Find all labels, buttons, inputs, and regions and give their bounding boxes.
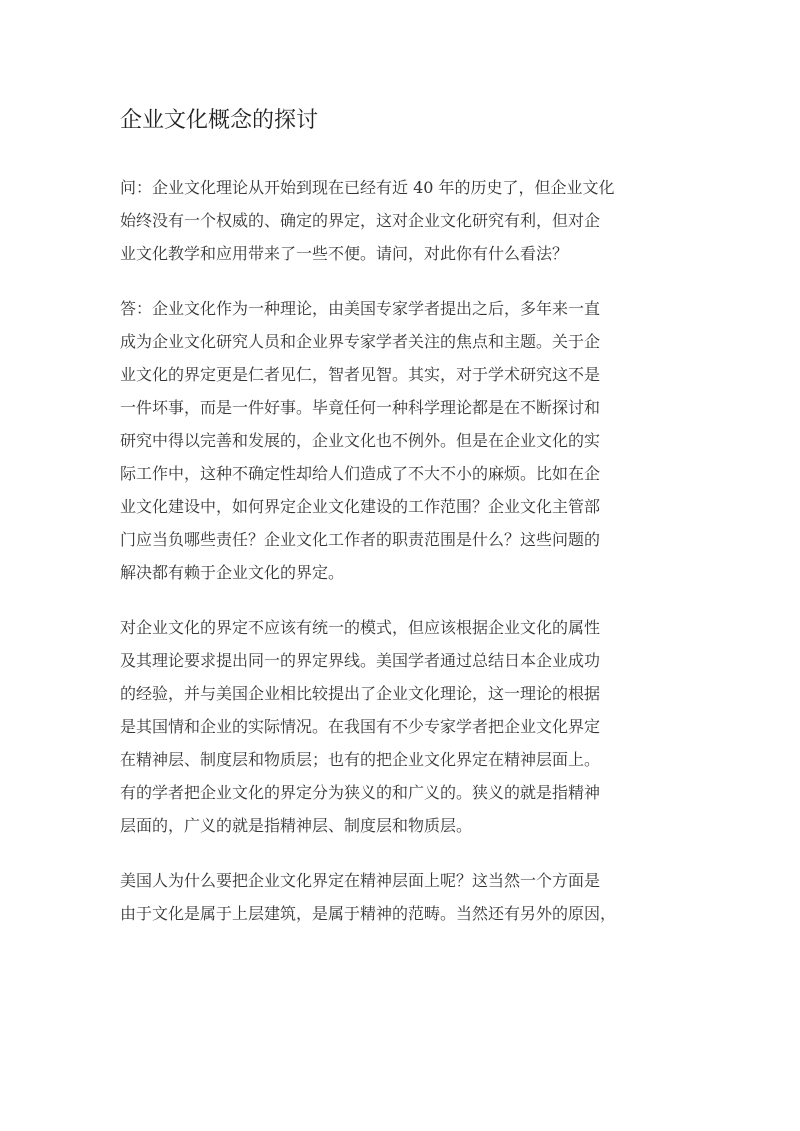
text-line: 业文化建设中，如何界定企业文化建设的工作范围？企业文化主管部 [120,497,601,516]
paragraph-question [120,171,690,270]
text-line: 一件坏事，而是一件好事。毕竟任何一种科学理论都是在不断探讨和 [120,398,601,417]
text-line: 业文化的界定更是仁者见仁，智者见智。其实，对于学术研究这不是 [120,365,601,384]
text-line: 及其理论要求提出同一的界定界线。美国学者通过总结日本企业成功 [120,651,601,670]
text-line: 成为企业文化研究人员和企业界专家学者关注的焦点和主题。关于企 [120,332,601,351]
text-line: 问：企业文化理论从开始到现在已经有近 40 年的历史了，但企业文化 [120,178,615,197]
document-title: 企业文化概念的探讨 [120,108,319,133]
paragraph-definition [120,611,690,842]
text-line: 研究中得以完善和发展的，企业文化也不例外。但是在企业文化的实 [120,431,601,450]
text-line: 答：企业文化作为一种理论，由美国专家学者提出之后，多年来一直 [120,299,601,318]
text-line: 有的学者把企业文化的界定分为狭义的和广义的。狭义的就是指精神 [120,783,601,802]
text-line: 解决都有赖于企业文化的界定。 [120,563,345,582]
document-body [120,103,690,952]
text-line: 层面的，广义的就是指精神层、制度层和物质层。 [120,816,473,835]
text-line: 始终没有一个权威的、确定的界定，这对企业文化研究有利，但对企 [120,211,601,230]
text-line: 际工作中，这种不确定性却给人们造成了不大不小的麻烦。比如在企 [120,464,601,483]
text-line: 是其国情和企业的实际情况。在我国有不少专家学者把企业文化界定 [120,717,601,736]
paragraph-american-view [120,864,690,930]
text-line: 对企业文化的界定不应该有统一的模式，但应该根据企业文化的属性 [120,618,601,637]
text-line: 的经验，并与美国企业相比较提出了企业文化理论，这一理论的根据 [120,684,601,703]
text-line: 美国人为什么要把企业文化界定在精神层面上呢？这当然一个方面是 [120,871,601,890]
text-line: 门应当负哪些责任？企业文化工作者的职责范围是什么？这些问题的 [120,530,601,549]
text-line: 由于文化是属于上层建筑，是属于精神的范畴。当然还有另外的原因， [120,904,617,923]
text-line: 在精神层、制度层和物质层；也有的把企业文化界定在精神层面上。 [120,750,601,769]
paragraph-answer [120,292,690,589]
text-line: 业文化教学和应用带来了一些不便。请问，对此你有什么看法？ [120,244,569,263]
